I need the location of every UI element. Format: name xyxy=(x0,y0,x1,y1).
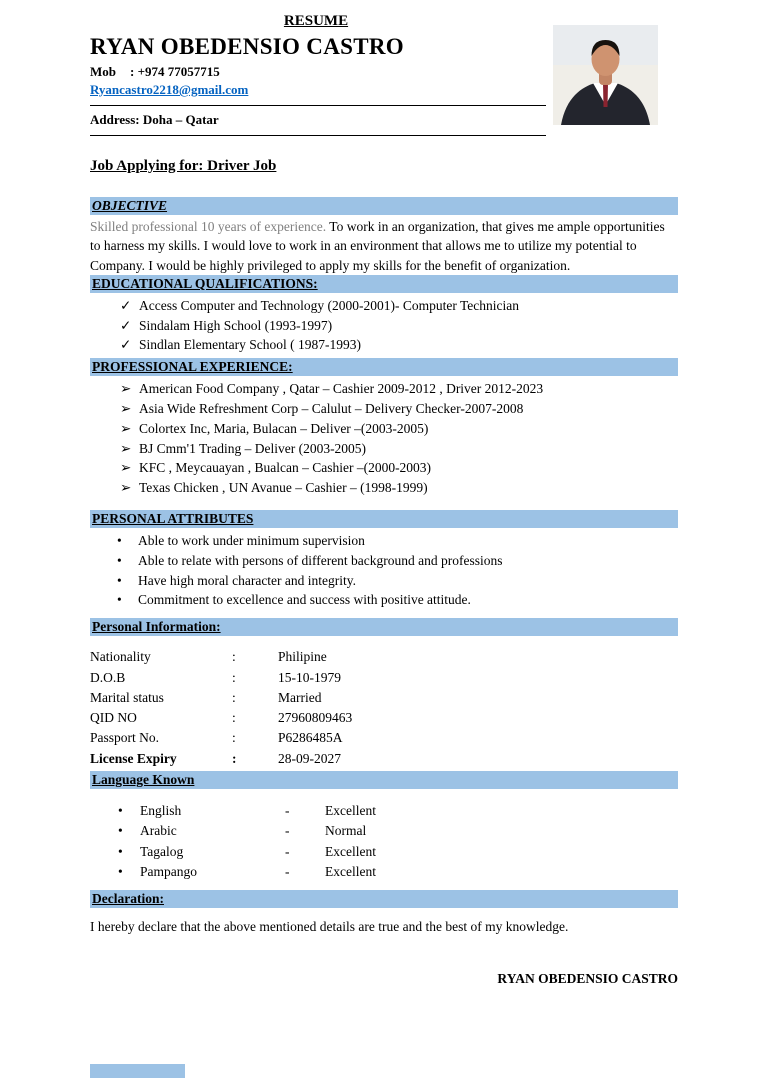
info-label: Passport No. xyxy=(90,730,160,746)
info-label: Marital status xyxy=(90,689,164,705)
job-applying-line xyxy=(90,158,678,175)
section-header-languages xyxy=(90,771,678,789)
info-value: 27960809463 xyxy=(278,710,353,726)
attribute-item-text: Able to work under minimum supervision xyxy=(138,533,365,549)
arrow-icon: ➢ xyxy=(120,401,132,417)
bullet-icon: • xyxy=(117,552,122,568)
attribute-item xyxy=(90,551,678,571)
info-value: 28-09-2027 xyxy=(278,750,341,766)
info-value: Philipine xyxy=(278,649,327,665)
info-label: Nationality xyxy=(90,649,151,665)
info-row xyxy=(90,688,678,708)
language-name: Arabic xyxy=(140,823,177,839)
section-header-experience xyxy=(90,358,678,376)
experience-item xyxy=(90,458,678,478)
signature-name: RYAN OBEDENSIO CASTRO xyxy=(497,971,678,987)
info-row xyxy=(90,668,678,688)
education-title: EDUCATIONAL QUALIFICATIONS: xyxy=(92,275,318,291)
attribute-item xyxy=(90,590,678,610)
experience-item-text: Colortex Inc, Maria, Bulacan – Deliver –(2003-2005) xyxy=(139,420,429,436)
experience-item xyxy=(90,379,678,399)
language-separator: - xyxy=(285,863,290,879)
language-row xyxy=(90,842,678,862)
language-level: Normal xyxy=(325,823,367,839)
experience-item-text: KFC , Meycauayan , Bualcan – Cashier –(2000-2003) xyxy=(139,460,432,476)
divider xyxy=(90,105,546,106)
objective-lead: Skilled professional 10 years of experience. xyxy=(90,219,327,234)
arrow-icon: ➢ xyxy=(120,460,132,476)
info-row xyxy=(90,728,678,748)
languages-table xyxy=(90,801,678,882)
bullet-icon: • xyxy=(118,803,123,819)
resume-label xyxy=(90,13,542,30)
header xyxy=(90,13,678,136)
candidate-name: RYAN OBEDENSIO CASTRO xyxy=(90,34,404,59)
bullet-icon: • xyxy=(118,863,123,879)
objective-title: OBJECTIVE xyxy=(92,198,168,213)
content-column xyxy=(90,0,678,987)
info-row xyxy=(90,647,678,667)
objective-paragraph xyxy=(90,217,678,275)
job-applying-text: Job Applying for: Driver Job xyxy=(90,158,277,174)
education-item-text: Sindalam High School (1993-1997) xyxy=(139,317,333,333)
check-icon: ✓ xyxy=(120,297,132,313)
declaration-text: I hereby declare that the above mentioned details are true and the best of my knowledge. xyxy=(90,919,569,935)
attribute-item-text: Commitment to excellence and success with positive attitude. xyxy=(138,592,471,608)
section-header-objective xyxy=(90,197,678,215)
footer-bar-decoration xyxy=(90,1064,185,1078)
experience-item xyxy=(90,419,678,439)
mobile-label: Mob xyxy=(90,64,116,79)
info-separator: : xyxy=(232,710,236,726)
language-level: Excellent xyxy=(325,863,376,879)
info-value: P6286485A xyxy=(278,730,343,746)
check-icon: ✓ xyxy=(120,317,132,333)
experience-item xyxy=(90,478,678,498)
attribute-item xyxy=(90,571,678,591)
education-list xyxy=(90,296,678,355)
experience-title: PROFESSIONAL EXPERIENCE: xyxy=(92,359,293,375)
personal-info-table xyxy=(90,647,678,769)
info-value: 15-10-1979 xyxy=(278,669,341,685)
language-separator: - xyxy=(285,803,290,819)
bullet-icon: • xyxy=(117,592,122,608)
language-row xyxy=(90,801,678,821)
personal-info-title: Personal Information: xyxy=(92,619,221,635)
section-header-attributes xyxy=(90,510,678,528)
education-item xyxy=(90,296,678,316)
info-value: Married xyxy=(278,689,322,705)
attributes-title: PERSONAL ATTRIBUTES xyxy=(92,511,254,527)
arrow-icon: ➢ xyxy=(120,420,132,436)
mobile-number: : +974 77057715 xyxy=(130,64,220,79)
section-header-education xyxy=(90,275,678,293)
experience-item-text: Asia Wide Refreshment Corp – Calulut – Delivery Checker-2007-2008 xyxy=(139,401,524,417)
experience-list xyxy=(90,379,678,498)
language-name: English xyxy=(140,803,182,819)
attributes-list xyxy=(90,531,678,610)
experience-item-text: BJ Cmm'1 Trading – Deliver (2003-2005) xyxy=(139,440,367,456)
language-row xyxy=(90,862,678,882)
education-item xyxy=(90,335,678,355)
info-separator: : xyxy=(232,669,236,685)
email-line xyxy=(90,82,678,98)
info-separator: : xyxy=(232,649,236,665)
experience-item-text: Texas Chicken , UN Avanue – Cashier – (1998-1999) xyxy=(139,480,428,496)
info-separator: : xyxy=(232,689,236,705)
bullet-icon: • xyxy=(117,572,122,588)
info-label: License Expiry xyxy=(90,750,177,766)
education-item-text: Sindlan Elementary School ( 1987-1993) xyxy=(139,337,361,353)
languages-title: Language Known xyxy=(92,772,195,788)
language-level: Excellent xyxy=(325,843,376,859)
language-row xyxy=(90,821,678,841)
objective-body: To work in an organization, that gives me ample opportunities to harness my skills. I would love to work in an environment that allows me to utilize my potential to Company. I would be highly privileged to apply my skills for the benefit of organization. xyxy=(90,219,665,273)
section-header-personal-info xyxy=(90,618,678,636)
bullet-icon: • xyxy=(118,823,123,839)
language-separator: - xyxy=(285,823,290,839)
info-separator: : xyxy=(232,730,236,746)
arrow-icon: ➢ xyxy=(120,480,132,496)
info-separator: : xyxy=(232,750,237,766)
attribute-item-text: Able to relate with persons of different background and professions xyxy=(138,552,503,568)
education-item-text: Access Computer and Technology (2000-2001)- Computer Technician xyxy=(139,297,520,313)
language-separator: - xyxy=(285,843,290,859)
education-item xyxy=(90,316,678,336)
language-name: Tagalog xyxy=(140,843,184,859)
info-label: D.O.B xyxy=(90,669,126,685)
email-link[interactable]: Ryancastro2218@gmail.com xyxy=(90,82,249,97)
attribute-item xyxy=(90,531,678,551)
arrow-icon: ➢ xyxy=(120,440,132,456)
arrow-icon: ➢ xyxy=(120,381,132,397)
mobile-line xyxy=(90,64,678,80)
language-level: Excellent xyxy=(325,803,376,819)
declaration-title: Declaration: xyxy=(92,891,164,907)
experience-item xyxy=(90,439,678,459)
resume-label-text: RESUME xyxy=(283,13,349,29)
divider xyxy=(90,135,546,136)
attribute-item-text: Have high moral character and integrity. xyxy=(138,572,357,588)
bullet-icon: • xyxy=(118,843,123,859)
info-row xyxy=(90,708,678,728)
address: Address: Doha – Qatar xyxy=(90,112,219,127)
language-name: Pampango xyxy=(140,863,197,879)
bullet-icon: • xyxy=(117,533,122,549)
info-label: QID NO xyxy=(90,710,137,726)
section-header-declaration xyxy=(90,890,678,908)
experience-item xyxy=(90,399,678,419)
experience-item-text: American Food Company , Qatar – Cashier 2009-2012 , Driver 2012-2023 xyxy=(139,381,544,397)
check-icon: ✓ xyxy=(120,337,132,353)
info-row xyxy=(90,749,678,769)
